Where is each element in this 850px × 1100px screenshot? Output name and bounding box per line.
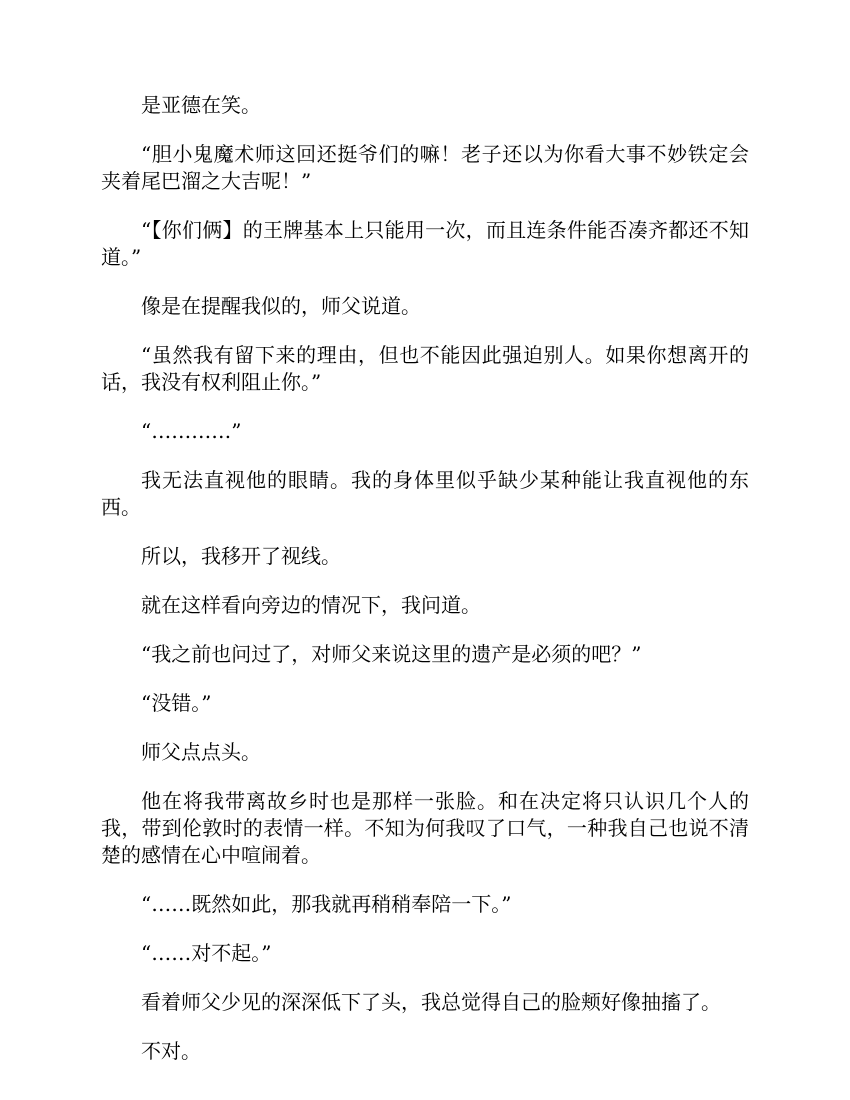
- paragraph: 他在将我带离故乡时也是那样一张脸。和在决定将只认识几个人的我，带到伦敦时的表情一样。不知为何我叹了口气，一种我自己也说不清楚的感情在心中喧闹着。: [101, 789, 749, 867]
- paragraph: 是亚德在笑。: [141, 93, 261, 117]
- paragraph: “……对不起。”: [141, 941, 272, 965]
- paragraph: 看着师父少见的深深低下了头，我总觉得自己的脸颊好像抽搐了。: [141, 990, 721, 1014]
- paragraph: “【你们俩】的王牌基本上只能用一次，而且连条件能否凑齐都还不知道。”: [101, 218, 749, 269]
- paragraph: 不对。: [141, 1039, 201, 1063]
- paragraph: 就在这样看向旁边的情况下，我问道。: [141, 593, 481, 617]
- body-text: [101, 92, 749, 1065]
- paragraph: “…………”: [141, 419, 242, 443]
- paragraph: “……既然如此，那我就再稍稍奉陪一下。”: [141, 892, 512, 916]
- paragraph: 师父点点头。: [141, 740, 261, 764]
- paragraph: 所以，我移开了视线。: [141, 544, 341, 568]
- paragraph: “没错。”: [141, 691, 212, 715]
- paragraph: “胆小鬼魔术师这回还挺爷们的嘛！老子还以为你看大事不妙铁定会夹着尾巴溜之大吉呢！”: [101, 142, 749, 193]
- paragraph: 我无法直视他的眼睛。我的身体里似乎缺少某种能让我直视他的东西。: [101, 468, 749, 519]
- paragraph: 像是在提醒我似的，师父说道。: [141, 294, 421, 318]
- paragraph: “我之前也问过了，对师父来说这里的遗产是必须的吧？”: [141, 642, 642, 666]
- paragraph: “虽然我有留下来的理由，但也不能因此强迫别人。如果你想离开的话，我没有权利阻止你。”: [101, 343, 749, 394]
